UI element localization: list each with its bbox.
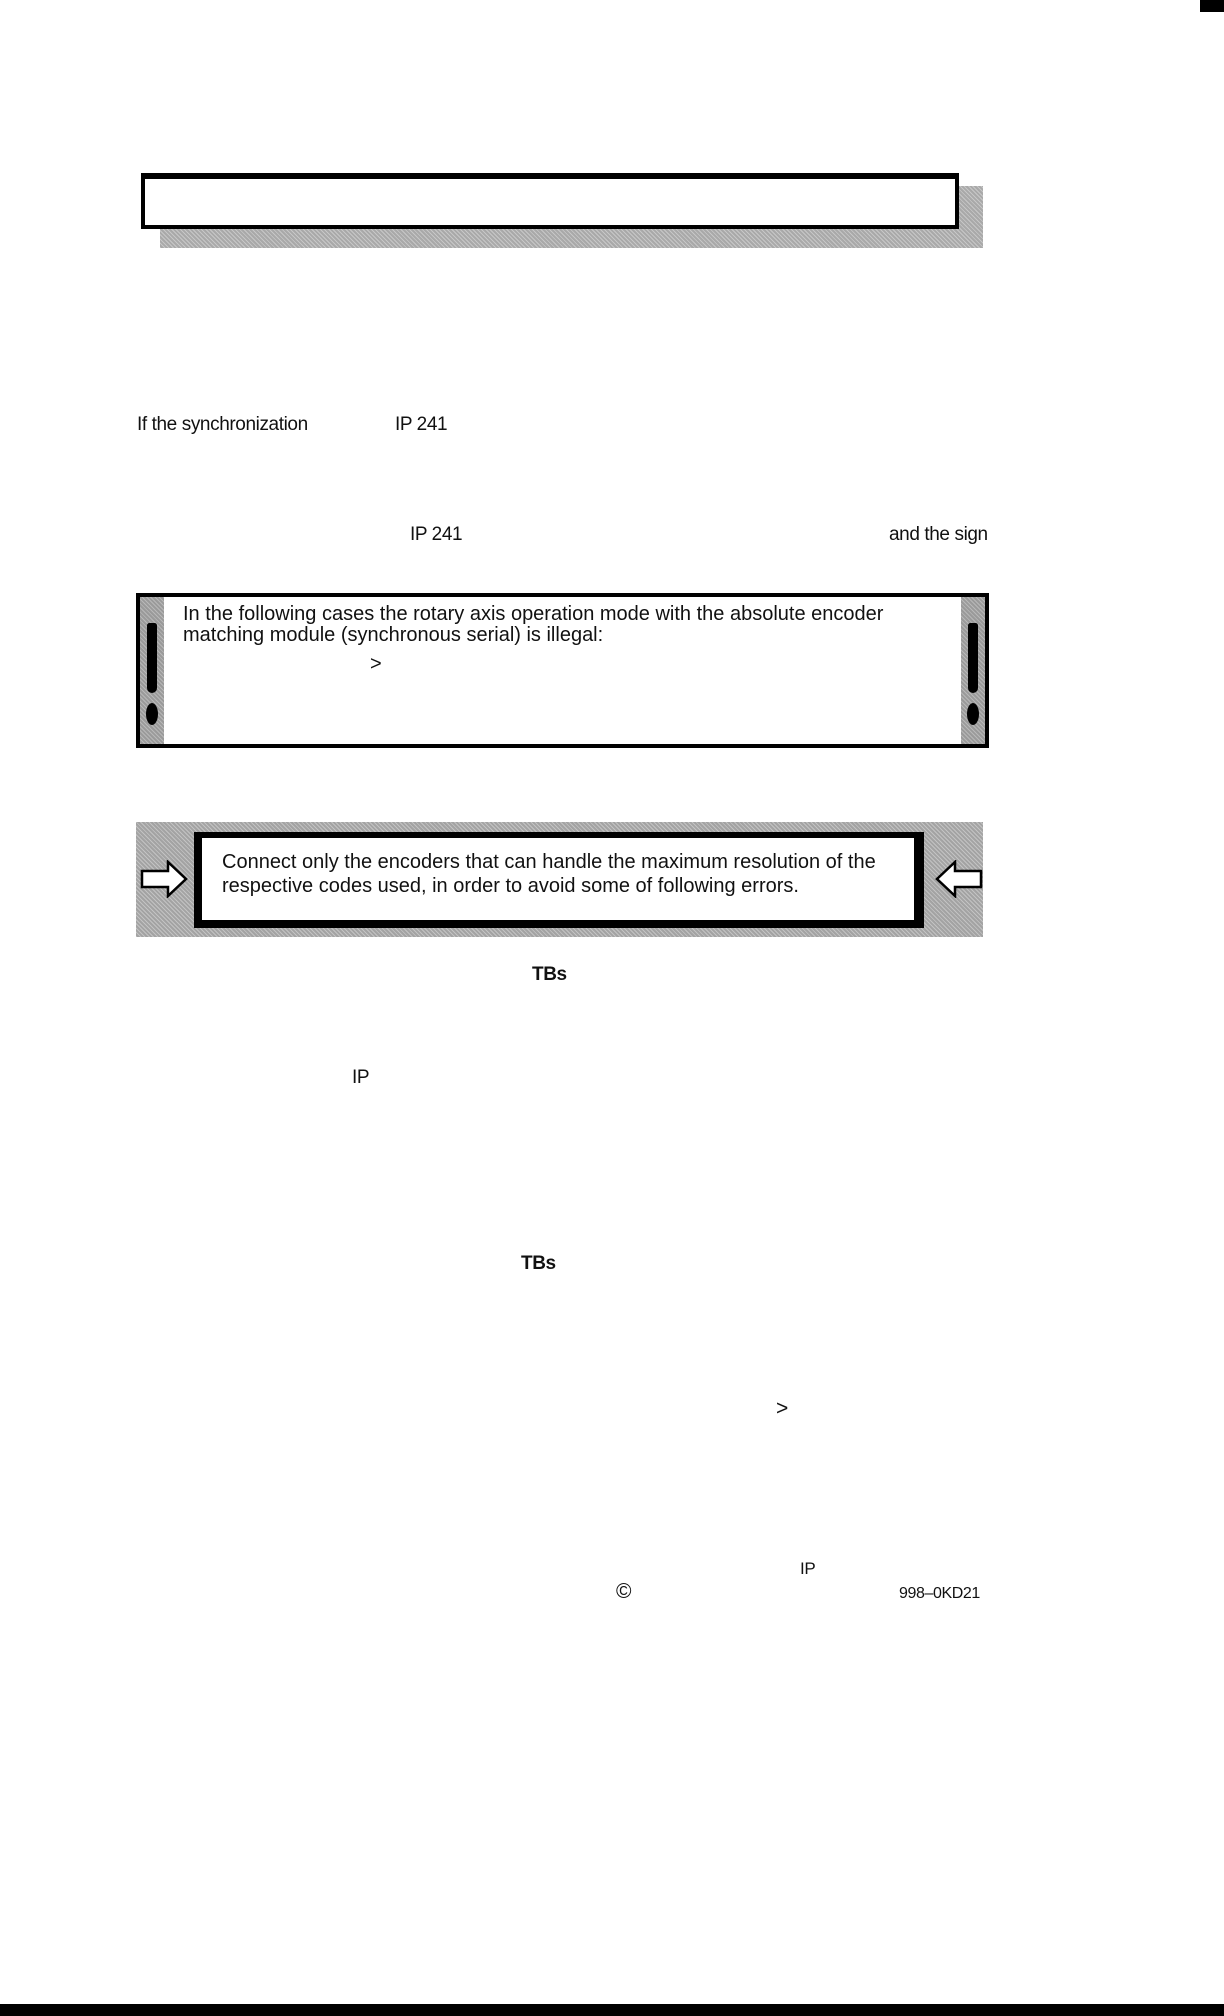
caution-text	[183, 604, 883, 646]
exclamation-icon	[968, 623, 978, 693]
caution-side-right	[961, 597, 985, 744]
caution-side-left	[140, 597, 164, 744]
sync-text: If the synchronization	[137, 414, 308, 435]
note-line-2: respective codes used, in order to avoid some of following errors.	[222, 875, 799, 897]
caution-line-2: matching module (synchronous serial) is illegal:	[183, 624, 604, 646]
page-bottom-bar	[0, 2004, 1224, 2016]
document-number: 998–0KD21	[899, 1585, 980, 1602]
copyright-symbol: ©	[616, 1580, 632, 1603]
caution-box	[136, 593, 989, 748]
ip-label-1: IP	[352, 1067, 370, 1088]
note-line-1: Connect only the encoders that can handle the maximum resolution of the	[222, 851, 876, 873]
heading-box	[141, 173, 959, 229]
tbs-label-1: TBs	[532, 964, 567, 985]
note-text	[202, 838, 914, 920]
tbs-label-2: TBs	[521, 1253, 556, 1274]
note-box	[136, 822, 983, 937]
and-the-sign-text: and the sign	[889, 524, 988, 545]
caution-line-1: In the following cases the rotary axis operation mode with the absolute encoder	[183, 603, 884, 625]
note-frame	[194, 832, 924, 928]
arrow-left-icon	[933, 860, 983, 898]
gt-symbol-2: >	[776, 1397, 788, 1420]
exclamation-icon	[147, 623, 157, 693]
caution-gt-symbol: >	[370, 653, 382, 675]
footer-ip-label: IP	[800, 1559, 816, 1578]
exclamation-dot	[146, 703, 158, 725]
exclamation-dot	[967, 703, 979, 725]
page-corner-mark	[1200, 0, 1224, 12]
arrow-right-icon	[140, 860, 190, 898]
ip241-label-2: IP 241	[410, 524, 463, 545]
ip241-label-1: IP 241	[395, 414, 448, 435]
